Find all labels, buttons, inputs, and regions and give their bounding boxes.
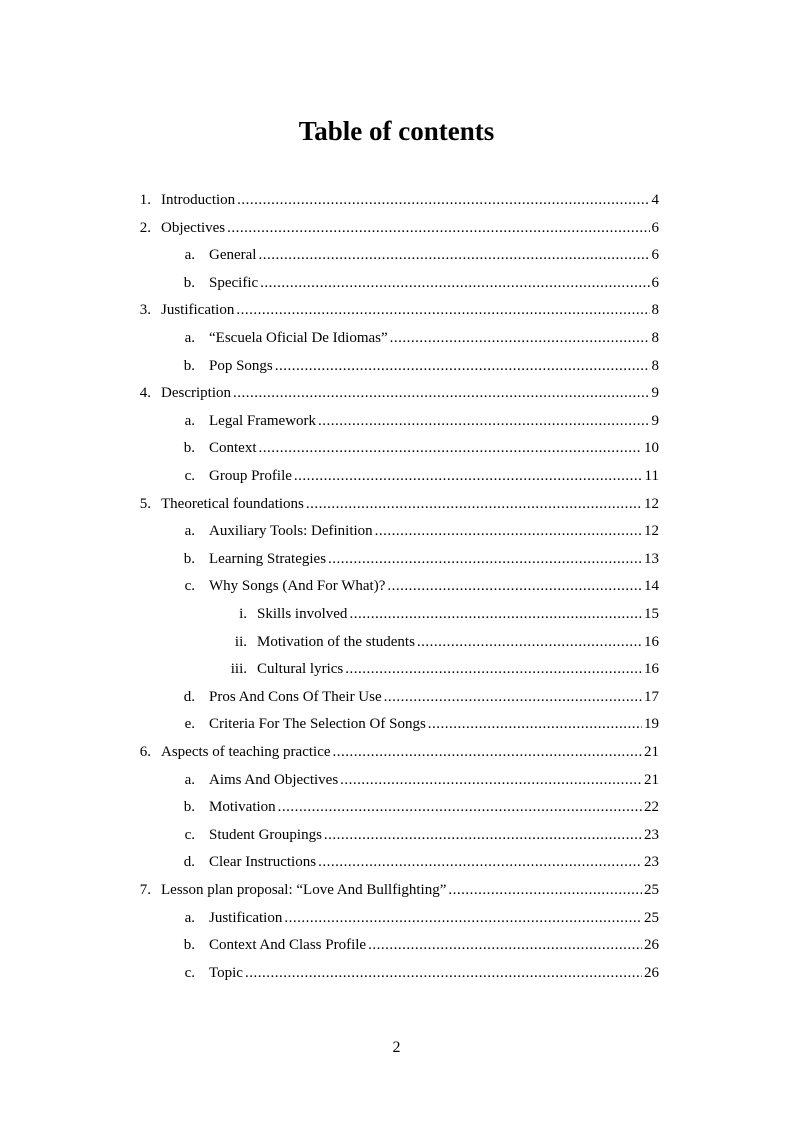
toc-entry-number: 2. xyxy=(139,219,151,236)
toc-entry-page: 25 xyxy=(644,882,659,898)
toc-entry[interactable] xyxy=(180,408,659,435)
toc-entry-label: Lesson plan proposal: “Love And Bullfighting” xyxy=(161,882,447,898)
toc-entry[interactable] xyxy=(137,739,659,766)
toc-entry-page: 19 xyxy=(644,716,659,733)
toc-entry-number: a. xyxy=(184,247,195,264)
toc-entry[interactable] xyxy=(137,491,659,518)
toc-entry-page: 10 xyxy=(644,440,659,457)
toc-entry-label: Introduction xyxy=(161,192,236,208)
toc-dot-leader xyxy=(236,297,649,324)
toc-entry-number: iii. xyxy=(230,661,247,678)
toc-dot-leader xyxy=(245,960,642,987)
toc-entry-page: 16 xyxy=(644,661,659,678)
toc-dot-leader xyxy=(258,242,649,269)
toc-dot-leader xyxy=(284,905,642,932)
toc-dot-leader xyxy=(384,684,642,711)
toc-dot-leader xyxy=(345,656,642,683)
toc-entry-label: Theoretical foundations xyxy=(161,495,304,512)
toc-entry-page: 6 xyxy=(651,247,659,264)
toc-dot-leader xyxy=(259,435,643,462)
toc-dot-leader xyxy=(333,739,642,766)
toc-entry-label: Student Groupings xyxy=(209,826,322,843)
toc-entry-label: Pros And Cons Of Their Use xyxy=(209,688,382,705)
toc-entry-page: 11 xyxy=(644,468,659,484)
toc-entry-label: Justification xyxy=(209,909,283,926)
toc-entry[interactable] xyxy=(180,932,659,959)
toc-entry-page: 6 xyxy=(651,219,659,236)
toc-entry[interactable] xyxy=(137,215,659,242)
toc-entry-label: Topic xyxy=(209,964,243,981)
toc-entry-number: a. xyxy=(184,523,195,540)
toc-entry-page: 15 xyxy=(644,606,659,622)
toc-entry[interactable] xyxy=(180,794,659,821)
toc-entry-label: “Escuela Oficial De Idiomas” xyxy=(209,330,388,346)
toc-entry-page: 8 xyxy=(651,302,659,319)
toc-entry-number: c. xyxy=(184,826,195,843)
toc-dot-leader xyxy=(233,380,650,407)
toc-entry-page: 8 xyxy=(651,357,659,374)
toc-entry[interactable] xyxy=(180,849,659,876)
toc-entry-number: a. xyxy=(184,909,195,926)
toc-entry[interactable] xyxy=(220,601,659,628)
toc-entry-page: 6 xyxy=(651,274,659,291)
toc-entry-number: c. xyxy=(184,468,195,484)
toc-entry-page: 21 xyxy=(644,771,659,788)
toc-entry[interactable] xyxy=(180,711,659,738)
toc-entry-number: b. xyxy=(183,440,195,457)
toc-entry-label: Aims And Objectives xyxy=(209,771,339,788)
toc-entry-page: 9 xyxy=(651,385,659,402)
toc-entry[interactable] xyxy=(220,629,659,656)
toc-entry-number: c. xyxy=(184,578,195,595)
toc-entry-page: 22 xyxy=(644,799,659,816)
toc-entry-label: Pop Songs xyxy=(209,357,273,374)
toc-dot-leader xyxy=(390,325,650,352)
toc-entry-page: 12 xyxy=(644,523,659,540)
toc-entry-label: Legal Framework xyxy=(209,412,317,429)
toc-dot-leader xyxy=(260,270,649,297)
toc-dot-leader xyxy=(306,491,642,518)
toc-entry-label: Why Songs (And For What)? xyxy=(209,578,386,595)
toc-entry-label: Clear Instructions xyxy=(209,854,317,871)
toc-entry-label: Context xyxy=(209,440,257,457)
toc-entry-page: 8 xyxy=(651,330,659,346)
toc-dot-leader xyxy=(428,711,642,738)
toc-entry[interactable] xyxy=(137,380,659,407)
toc-dot-leader xyxy=(368,932,642,959)
toc-dot-leader xyxy=(237,187,649,214)
toc-entry-label: Description xyxy=(161,385,231,402)
toc-entry[interactable] xyxy=(180,767,659,794)
toc-entry[interactable] xyxy=(180,463,659,490)
page-number: 2 xyxy=(392,1039,401,1056)
toc-entry-label: Context And Class Profile xyxy=(209,937,367,954)
toc-entry[interactable] xyxy=(180,905,659,932)
toc-dot-leader xyxy=(349,601,642,628)
toc-dot-leader xyxy=(387,573,642,600)
toc-entry-label: Group Profile xyxy=(209,468,292,484)
page-title: Table of contents xyxy=(298,116,495,146)
toc-entry-number: b. xyxy=(183,274,195,291)
toc-entry-number: a. xyxy=(184,330,195,346)
toc-entry-number: b. xyxy=(183,550,195,567)
toc-entry-page: 25 xyxy=(644,909,659,926)
toc-entry-label: Cultural lyrics xyxy=(257,661,344,678)
toc-entry[interactable] xyxy=(180,435,659,462)
toc-entry-label: Skills involved xyxy=(257,606,348,622)
toc-entry-page: 4 xyxy=(651,192,659,208)
toc-entry-page: 17 xyxy=(644,688,659,705)
toc-entry[interactable] xyxy=(137,187,659,214)
toc-entry-page: 9 xyxy=(651,412,659,429)
toc-entry-label: Aspects of teaching practice xyxy=(161,744,331,760)
toc-dot-leader xyxy=(448,877,642,904)
toc-entry[interactable] xyxy=(180,960,659,987)
toc-entry[interactable] xyxy=(180,546,659,573)
toc-entry-label: Motivation of the students xyxy=(257,633,415,650)
toc-entry-number: 4. xyxy=(139,385,151,402)
toc-dot-leader xyxy=(324,822,642,849)
toc-entry[interactable] xyxy=(180,270,659,297)
toc-entry-number: d. xyxy=(183,854,195,871)
toc-entry-label: Criteria For The Selection Of Songs xyxy=(209,716,426,733)
toc-entry-page: 14 xyxy=(644,578,659,595)
toc-entry[interactable] xyxy=(180,325,659,352)
toc-entry-label: Motivation xyxy=(209,799,276,816)
toc-entry-number: ii. xyxy=(234,633,247,650)
toc-entry-number: i. xyxy=(239,606,247,622)
toc-dot-leader xyxy=(227,215,649,242)
toc-entry-number: 3. xyxy=(139,302,151,319)
toc-entry[interactable] xyxy=(180,518,659,545)
toc-entry-number: 5. xyxy=(139,495,151,512)
toc-entry-number: a. xyxy=(184,412,195,429)
toc-entry[interactable] xyxy=(180,353,659,380)
toc-dot-leader xyxy=(328,546,642,573)
toc-entry-number: d. xyxy=(183,688,195,705)
toc-entry-page: 23 xyxy=(644,826,659,843)
toc-entry[interactable] xyxy=(180,573,659,600)
toc-dot-leader xyxy=(278,794,642,821)
toc-entry-number: b. xyxy=(183,937,195,954)
toc-entry-label: Objectives xyxy=(161,219,226,236)
toc-entry-page: 23 xyxy=(644,854,659,871)
toc-entry-page: 13 xyxy=(644,550,659,567)
toc-entry-number: c. xyxy=(184,964,195,981)
toc-entry-number: 6. xyxy=(139,744,151,760)
toc-entry-label: Justification xyxy=(161,302,235,319)
toc-entry[interactable] xyxy=(180,822,659,849)
toc-dot-leader xyxy=(318,408,649,435)
toc-entry-label: Learning Strategies xyxy=(209,550,327,567)
toc-entry-number: e. xyxy=(184,716,195,733)
toc-dot-leader xyxy=(318,849,642,876)
toc-entry-number: 1. xyxy=(139,192,151,208)
toc-entry-page: 12 xyxy=(644,495,659,512)
toc-entry-label: Auxiliary Tools: Definition xyxy=(209,523,373,540)
toc-entry-page: 26 xyxy=(644,964,659,981)
toc-entry[interactable] xyxy=(220,656,659,683)
toc-entry-page: 26 xyxy=(644,937,659,954)
toc-entry-number: b. xyxy=(183,799,195,816)
toc-entry-label: General xyxy=(209,247,257,264)
toc-entry-number: b. xyxy=(183,357,195,374)
toc-dot-leader xyxy=(294,463,643,490)
toc-entry-number: a. xyxy=(184,771,195,788)
toc-entry-label: Specific xyxy=(209,274,259,291)
toc-entry-number: 7. xyxy=(139,882,151,898)
toc-entry-page: 21 xyxy=(644,744,659,760)
toc-dot-leader xyxy=(417,629,642,656)
toc-entry[interactable] xyxy=(180,242,659,269)
toc-entry[interactable] xyxy=(137,877,659,904)
toc-dot-leader xyxy=(275,353,650,380)
toc-entry[interactable] xyxy=(137,297,659,324)
toc-dot-leader xyxy=(340,767,642,794)
toc-entry-page: 16 xyxy=(644,633,659,650)
toc-dot-leader xyxy=(375,518,642,545)
toc-entry[interactable] xyxy=(180,684,659,711)
